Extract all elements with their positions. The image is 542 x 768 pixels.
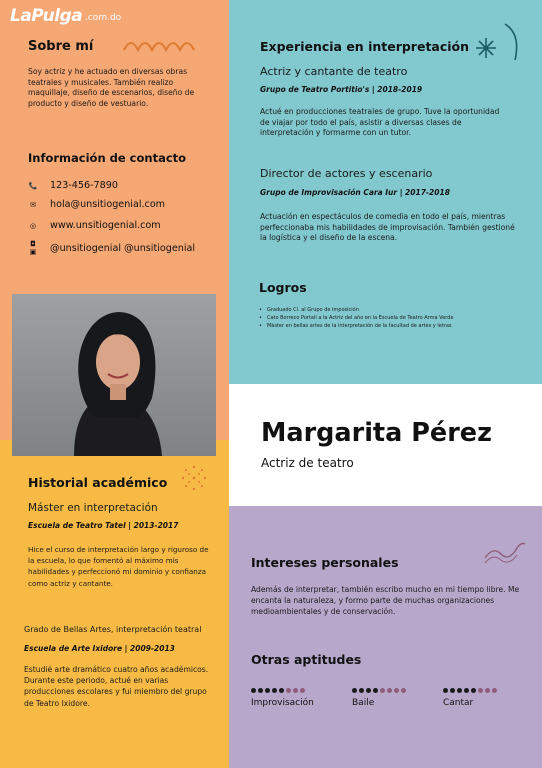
skill-dot-filled — [373, 688, 378, 693]
logro-item: • Graduado Cl. al Grupo de imposición — [259, 306, 454, 314]
job-1-role: Actriz y cantante de teatro — [260, 65, 408, 78]
skill-dot-empty — [394, 688, 399, 693]
skill-dot-empty — [478, 688, 483, 693]
skill-dot-filled — [464, 688, 469, 693]
logro-item: • Cato Borreco Portalí a la Actriz del año en la Escuela de Teatro Arma Verde — [259, 314, 454, 322]
skill-label: Baile — [352, 698, 375, 708]
phone-icon: 📞 — [28, 181, 38, 190]
skill-level-dots — [251, 688, 314, 693]
skill-dot-filled — [443, 688, 448, 693]
edu-1-school: Escuela de Teatro Tatel | 2013-2017 — [28, 521, 179, 530]
job-2-role: Director de actores y escenario — [260, 167, 433, 180]
contact-phone: 123-456-7890 — [50, 180, 118, 191]
experience-title: Experiencia en interpretación — [260, 39, 470, 54]
skill-label: Cantar — [443, 698, 474, 708]
skill-dot-filled — [265, 688, 270, 693]
skill-dot-empty — [492, 688, 497, 693]
skill-dot-empty — [485, 688, 490, 693]
job-1-text: Actué en producciones teatrales de grupo. Tuve la oportunidad de viajar por todo el país, asistir a diversas clases de interpretación y formarme con un tutor. — [260, 107, 500, 138]
skill-dot-filled — [366, 688, 371, 693]
skill-dot-filled — [471, 688, 476, 693]
skill-dot-filled — [359, 688, 364, 693]
watermark-logo: LaPulga — [10, 6, 83, 26]
skill-dot-empty — [380, 688, 385, 693]
decorative-burst-icon — [174, 462, 214, 494]
email-icon: ✉ — [30, 200, 36, 209]
skill-dot-empty — [286, 688, 291, 693]
social-icons — [28, 240, 38, 256]
decorative-star-icon — [470, 20, 530, 80]
contact-phone-row — [28, 180, 118, 191]
edu-2-degree: Grado de Bellas Artes, interpretación teatral — [24, 625, 202, 634]
education-title: Historial académico — [28, 475, 168, 490]
skill-cantar — [443, 688, 497, 708]
contact-web[interactable]: www.unsitiogenial.com — [50, 220, 161, 231]
decorative-wave-icon — [482, 540, 528, 566]
skill-dot-empty — [401, 688, 406, 693]
watermark-domain: .com.do — [85, 13, 122, 23]
person-name: Margarita Pérez — [261, 418, 492, 448]
contact-email[interactable]: hola@unsitiogenial.com — [50, 199, 166, 210]
skill-dot-filled — [258, 688, 263, 693]
skill-dot-empty — [300, 688, 305, 693]
skill-dot-empty — [387, 688, 392, 693]
logros-title: Logros — [259, 280, 307, 295]
skill-level-dots — [443, 688, 497, 693]
edu-1-degree: Máster en interpretación — [28, 502, 158, 514]
contact-social: @unsitiogenial @unsitiogenial — [50, 242, 196, 254]
skill-dot-empty — [293, 688, 298, 693]
skill-level-dots — [352, 688, 406, 693]
logro-item: • Máster en bellas artes de la interpretación de la facultad de artes y letras — [259, 322, 454, 330]
contact-email-row[interactable] — [28, 199, 165, 210]
person-portrait-icon — [12, 294, 216, 456]
contact-web-row[interactable] — [28, 220, 161, 231]
contact-title: Información de contacto — [28, 151, 187, 165]
about-text: Soy actriz y he actuado en diversas obras teatrales y musicales. También realizo maquillaje, diseño de escenarios, diseño de producto y diseño de vestuario. — [28, 67, 195, 108]
skill-baile — [352, 688, 406, 708]
edu-1-text: Hice el curso de interpretación largo y riguroso de la escuela, lo que fomentó al máximo mis habilidades y perfeccionó mi dominio y confianza como actriz y cantante. — [28, 545, 209, 588]
web-icon: ◎ — [29, 221, 37, 230]
skill-dot-filled — [279, 688, 284, 693]
skill-dot-filled — [272, 688, 277, 693]
job-1-company: Grupo de Teatro Portitio's | 2018-2019 — [260, 85, 423, 94]
job-2-text: Actuación en espectáculos de comedia en todo el país, mientras perfeccionaba mis habilidades de improvisación. También gestioné la logística y el diseño de la escena. — [260, 212, 515, 243]
skill-dot-filled — [251, 688, 256, 693]
about-title: Sobre mí — [28, 39, 94, 54]
skill-label: Improvisación — [251, 698, 314, 708]
edu-2-text: Estudié arte dramático cuatro años académicos. Durante este periodo, actué en varias producciones escolares y fui miembro del grupo de Teatro Ixidore. — [24, 665, 209, 708]
skill-dot-filled — [352, 688, 357, 693]
job-2-company: Grupo de Improvisación Cara Iur | 2017-2018 — [260, 188, 450, 197]
linkedin-icon: ▣ — [29, 248, 37, 256]
edu-2-school: Escuela de Arte Ixidore | 2009-2013 — [24, 644, 175, 653]
logros-list — [259, 306, 454, 330]
skills-title: Otras aptitudes — [251, 652, 362, 667]
skill-improvisacion — [251, 688, 314, 708]
skill-dot-filled — [457, 688, 462, 693]
interests-title: Intereses personales — [251, 555, 399, 570]
skill-dot-filled — [450, 688, 455, 693]
profile-photo — [12, 294, 216, 456]
interests-text: Además de interpretar, también escribo mucho en mi tiempo libre. Me encanta la naturaleza, y formo parte de muchas organizaciones medioambientales y de conservación. — [251, 585, 520, 617]
social-icon: ◘ — [30, 240, 36, 248]
person-role: Actriz de teatro — [261, 456, 354, 470]
decorative-arcs-icon — [120, 28, 200, 58]
contact-social-row — [28, 240, 195, 256]
